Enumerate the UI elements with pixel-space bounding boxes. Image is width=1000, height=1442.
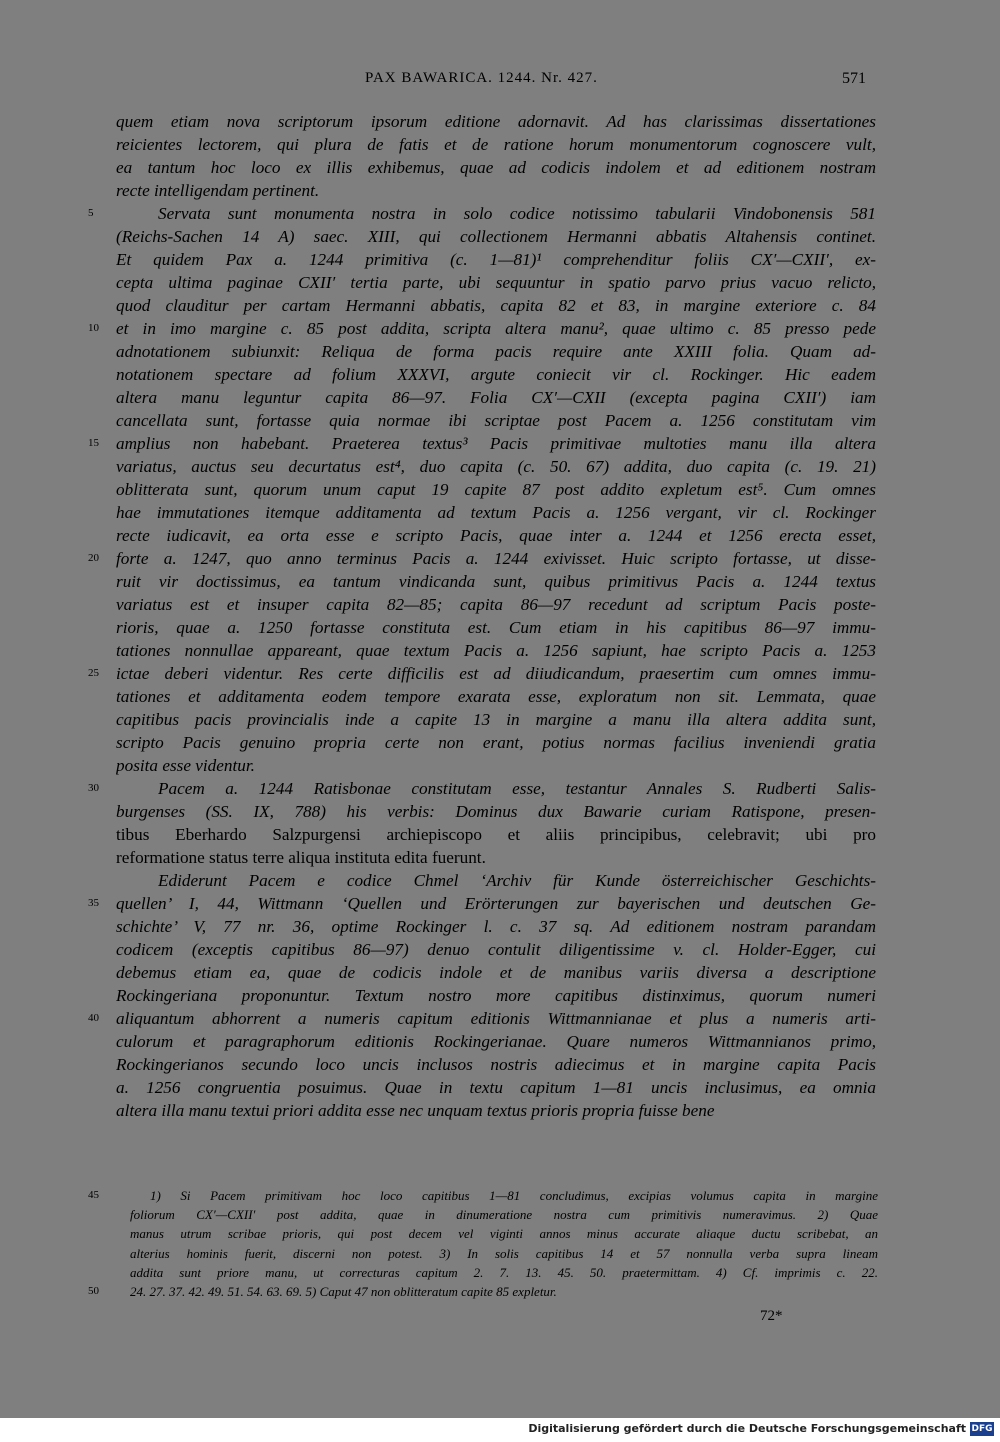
footnote-line: alterius hominis fuerit, discerni non potest. 3) In solis capitibus 14 et 57 nonnulla verba supra lineam [130, 1245, 878, 1261]
body-line: recte iudicavit, ea orta esse e scripto Pacis, quae inter a. 1244 et 1256 erecta esset, [116, 526, 876, 545]
body-line: schichte’ V, 77 nr. 36, optime Rockinger l. c. 37 sq. Ad editionem nostram parandam [116, 917, 876, 936]
body-line: variatus, auctus seu decurtatus est⁴, duo capita (c. 50. 67) addita, duo capita (c. 19. 21) [116, 457, 876, 476]
body-line: debemus etiam ea, quae de codicis indole et de manibus variis diversa a descriptione [116, 963, 876, 982]
body-line: Rockingeriana proponuntur. Textum nostro more capitibus distinximus, quorum numeri [116, 986, 876, 1005]
body-line: ictae deberi videntur. Res certe difficilis est ad diiudicandum, praesertim cum omnes immu- [116, 664, 876, 683]
body-line: tationes et additamenta eodem tempore exarata esse, exploratum non sit. Lemmata, quae [116, 687, 876, 706]
footer-bar [0, 1418, 1000, 1442]
footnote-line: 24. 27. 37. 42. 49. 51. 54. 63. 69. 5) Caput 47 non oblitteratum capite 85 expletur. [130, 1284, 557, 1299]
line-number: 20 [88, 552, 99, 564]
body-line: forte a. 1247, quo anno terminus Pacis a. 1244 exivisset. Huic scripto fortasse, ut disse- [116, 549, 876, 568]
body-line: altera manu leguntur capita 86—97. Folia CX′—CXII (excepta pagina CXII′) iam [116, 388, 876, 407]
body-line: tationes nonnullae appareant, quae textum Pacis a. 1256 sapiunt, hae scripto Pacis a. 1253 [116, 641, 876, 660]
body-line: Rockingerianos secundo loco uncis inclusos nostris adiecimus et in margine capita Pacis [116, 1055, 876, 1074]
body-line: rioris, quae a. 1250 fortasse constituta est. Cum etiam in his capitibus 86—97 immu- [116, 618, 876, 637]
body-line: Et quidem Pax a. 1244 primitiva (c. 1—81)¹ comprehenditur foliis CX′—CXII′, ex- [116, 250, 876, 269]
body-line: Ediderunt Pacem e codice Chmel ‘Archiv für Kunde österreichischer Geschichts- [158, 871, 876, 890]
signature-mark: 72* [760, 1308, 783, 1324]
footer-credit: Digitalisierung gefördert durch die Deutsche Forschungsgemeinschaft [528, 1422, 966, 1435]
body-line: reformatione status terre aliqua instituta edita fuerunt. [116, 848, 486, 867]
running-head-title: PAX BAWARICA. 1244. Nr. 427. [365, 70, 598, 86]
body-line: et in imo margine c. 85 post addita, scripta altera manu², quae ultimo c. 85 presso pede [116, 319, 876, 338]
line-number: 30 [88, 782, 99, 794]
footnote-line: manus utrum scribae prioris, qui post decem vel viginti annos minus accurate aliaque ductu scribebat, an [130, 1226, 878, 1242]
body-line: Servata sunt monumenta nostra in solo codice notissimo tabularii Vindobonensis 581 [158, 204, 876, 223]
footnote-line: 1) Si Pacem primitivam hoc loco capitibus 1—81 concludimus, excipias volumus capita in margine [150, 1188, 878, 1203]
body-line: a. 1256 congruentia posuimus. Quae in textu capitum 1—81 uncis inclusimus, ea omnia [116, 1078, 876, 1097]
body-line: cepta ultima paginae CXII′ tertia parte, ubi sequuntur in spatio parvo prius vacuo relicto, [116, 273, 876, 292]
footnote-line-number: 50 [88, 1285, 99, 1297]
body-line: quellen’ I, 44, Wittmann ‘Quellen und Erörterungen zur bayerischen und deutschen Ge- [116, 894, 876, 913]
body-line: ruit vir doctissimus, ea tantum vindicanda sunt, quibus primitivus Pacis a. 1244 textus [116, 572, 876, 591]
line-number: 5 [88, 207, 94, 219]
line-number: 35 [88, 897, 99, 909]
dfg-logo: DFG [971, 1424, 993, 1434]
body-line: altera illa manu textui priori addita esse nec unquam textus prioris propria fuisse bene [116, 1101, 715, 1120]
line-number: 25 [88, 667, 99, 679]
body-line: (Reichs-Sachen 14 A) saec. XIII, qui collectionem Hermanni abbatis Altahensis continet. [116, 227, 876, 246]
body-line: culorum et paragraphorum editionis Rockingerianae. Quare numeros Wittmannianos primo, [116, 1032, 876, 1051]
body-line: aliquantum abhorrent a numeris capitum editionis Wittmannianae et plus a numeris arti- [116, 1009, 876, 1028]
body-line: amplius non habebant. Praeterea textus³ Pacis primitivae multoties manu illa altera [116, 434, 876, 453]
body-line: hae immutationes itemque additamenta ad textum Pacis a. 1256 vergant, vir cl. Rockinger [116, 503, 876, 522]
body-line: Pacem a. 1244 Ratisbonae constitutam esse, testantur Annales S. Rudberti Salis- [158, 779, 876, 798]
body-line: recte intelligendam pertinent. [116, 181, 320, 200]
body-line: capitibus pacis provincialis inde a capite 13 in margine a manu illa altera addita sunt, [116, 710, 876, 729]
body-line: oblitterata sunt, quorum unum caput 19 capite 87 post addito expletum est⁵. Cum omnes [116, 480, 876, 499]
body-line: notationem spectare ad folium XXXVI, argute coniecit vir cl. Rockinger. Hic eadem [116, 365, 876, 384]
line-number: 40 [88, 1012, 99, 1024]
body-line: variatus est et insuper capita 82—85; capita 86—97 recedunt ad scriptum Pacis poste- [116, 595, 876, 614]
footnote-line: foliorum CX′—CXII′ post addita, quae in dinumeratione nostra cum primitivis numeravimus. 2) Quae [130, 1207, 878, 1223]
page-number: 571 [842, 70, 866, 87]
line-number: 10 [88, 322, 99, 334]
body-line: burgenses (SS. IX, 788) his verbis: Dominus dux Bawarie curiam Ratispone, presen- [116, 802, 876, 821]
body-line: cancellata sunt, fortasse quia normae ibi scriptae post Pacem a. 1256 constitutam vim [116, 411, 876, 430]
body-line: ea tantum hoc loco ex illis exhibemus, quae ad codicis indolem et ad editionem nostram [116, 158, 876, 177]
body-line: scripto Pacis genuino propria certe non erant, potius normas facilius inveniendi gratia [116, 733, 876, 752]
running-header [0, 70, 1000, 96]
body-line: quod clauditur per cartam Hermanni abbatis, capita 82 et 83, in margine exteriore c. 84 [116, 296, 876, 315]
body-line: quem etiam nova scriptorum ipsorum editione adornavit. Ad has clarissimas dissertationes [116, 112, 876, 131]
footnote-line-number: 45 [88, 1189, 99, 1201]
body-line: codicem (exceptis capitibus 86—97) denuo contulit diligentissime v. cl. Holder-Egger, cui [116, 940, 876, 959]
body-line: adnotationem subiunxit: Reliqua de forma pacis require ante XXIII folia. Quam ad- [116, 342, 876, 361]
line-number: 15 [88, 437, 99, 449]
body-line: posita esse videntur. [116, 756, 255, 775]
body-line: reicientes lectorem, qui plura de fatis et de ratione horum monumentorum cognoscere vult, [116, 135, 876, 154]
body-line: tibus Eberhardo Salzpurgensi archiepiscopo et aliis principibus, celebravit; ubi pro [116, 825, 876, 844]
footnote-line: addita sunt priore manu, ut correcturas capitum 2. 7. 13. 45. 50. praetermittam. 4) Cf. imprimis c. 22. [130, 1264, 878, 1280]
